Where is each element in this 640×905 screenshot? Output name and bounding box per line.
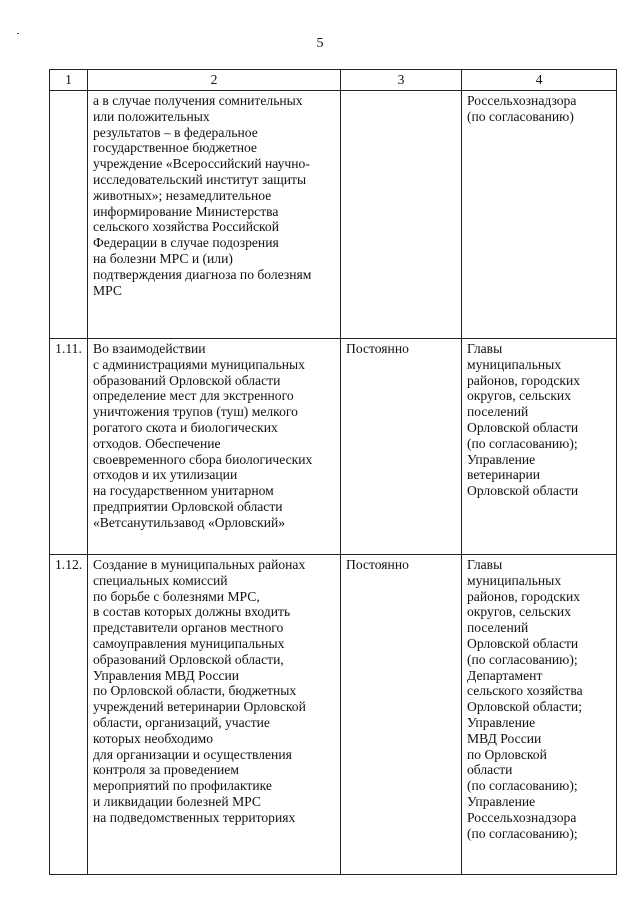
text-line: государственное бюджетное (93, 140, 257, 156)
text-line: Россельхознадзора (467, 93, 577, 108)
text-line: Главы (467, 557, 503, 572)
table-row (50, 339, 617, 555)
text-line: а в случае получения сомнительных (93, 93, 303, 108)
text-line: на подведомственных территориях (93, 809, 296, 825)
text-line: на государственном унитарном (93, 483, 274, 499)
text-line: самоуправления муниципальных (93, 635, 285, 651)
text-line: районов, городских (467, 588, 581, 604)
text-line: специальных комиссий (93, 572, 228, 588)
text-line: представители органов местного (93, 620, 284, 636)
text-line: области, организаций, участие (93, 714, 270, 730)
text-line: ветеринарии (467, 467, 541, 483)
text-line: Управления МВД России (93, 667, 240, 683)
text-line: мероприятий по профилактике (93, 778, 272, 794)
text-line: (по согласованию); (467, 651, 578, 667)
text-line: на болезни МРС и (или) (93, 250, 233, 266)
text-line: уничтожения трупов (туш) мелкого (93, 404, 298, 420)
text-line: в состав которых должны входить (93, 604, 291, 620)
text-line: Управление (467, 793, 536, 809)
text-line: подтверждения диагноза по болезням (93, 266, 312, 282)
text-line: учреждений ветеринарии Орловской (93, 699, 306, 715)
executors-cell (462, 91, 617, 339)
executors-cell (462, 339, 617, 555)
text-line: Управление (467, 714, 536, 730)
text-line: округов, сельских (467, 388, 571, 404)
text-line: Орловской области; (467, 699, 582, 715)
header-cell-2: 2 (88, 70, 341, 91)
text-line: образований Орловской области (93, 372, 281, 388)
text-line: Департамент (467, 667, 543, 683)
text-line: (по согласованию); (467, 778, 578, 794)
text-line: Орловской области (467, 483, 579, 499)
measure-cell (88, 339, 341, 555)
measures-table (49, 69, 617, 875)
text-line: (по согласованию) (467, 108, 574, 124)
text-line: Управление (467, 451, 536, 467)
text-line: информирование Министерства (93, 203, 279, 219)
text-line: Орловской области (467, 419, 579, 435)
text-line: Во взаимодействии (93, 341, 206, 356)
text-line: по Орловской (467, 746, 547, 762)
text-line: предприятии Орловской области (93, 498, 283, 514)
text-line: или положительных (93, 108, 210, 124)
table-row (50, 91, 617, 339)
text-line: животных»; незамедлительное (93, 187, 272, 203)
text-line: своевременного сбора биологических (93, 451, 313, 467)
scan-speck (17, 33, 19, 34)
text-line: отходов и их утилизации (93, 467, 238, 483)
text-line: области (467, 762, 513, 778)
text-line: округов, сельских (467, 604, 571, 620)
term-cell: Постоянно (341, 339, 462, 555)
measure-cell (88, 555, 341, 875)
text-line: исследовательский институт защиты (93, 171, 307, 187)
page-number: 5 (316, 36, 324, 51)
row-number: 1.12. (50, 555, 88, 875)
header-cell-1: 1 (50, 70, 88, 91)
term-cell (341, 91, 462, 339)
text-line: Главы (467, 341, 503, 356)
text-line: муниципальных (467, 572, 562, 588)
row-number: 1.11. (50, 339, 88, 555)
text-line: определение мест для экстренного (93, 388, 294, 404)
header-cell-3: 3 (341, 70, 462, 91)
table-header-row (50, 70, 617, 91)
text-line: отходов. Обеспечение (93, 435, 221, 451)
text-line: рогатого скота и биологических (93, 419, 278, 435)
text-line: МРС (93, 282, 122, 298)
executors-cell (462, 555, 617, 875)
text-line: которых необходимо (93, 730, 213, 746)
text-line: Орловской области (467, 635, 579, 651)
measure-cell (88, 91, 341, 339)
text-line: контроля за проведением (93, 762, 239, 778)
text-line: районов, городских (467, 372, 581, 388)
text-line: муниципальных (467, 356, 562, 372)
text-line: сельского хозяйства Российской (93, 219, 280, 235)
text-line: поселений (467, 404, 529, 420)
table-row (50, 555, 617, 875)
text-line: сельского хозяйства (467, 683, 583, 699)
text-line: Федерации в случае подозрения (93, 235, 279, 251)
text-line: для организации и осуществления (93, 746, 292, 762)
text-line: Россельхознадзора (467, 809, 577, 825)
text-line: МВД России (467, 730, 542, 746)
text-line: поселений (467, 620, 529, 636)
text-line: по борьбе с болезнями МРС, (93, 588, 260, 604)
text-line: (по согласованию); (467, 825, 578, 841)
header-cell-4: 4 (462, 70, 617, 91)
text-line: образований Орловской области, (93, 651, 284, 667)
text-line: результатов – в федеральное (93, 124, 258, 140)
text-line: с администрациями муниципальных (93, 356, 305, 372)
row-number (50, 91, 88, 339)
text-line: и ликвидации болезней МРС (93, 793, 261, 809)
term-cell: Постоянно (341, 555, 462, 875)
text-line: Создание в муниципальных районах (93, 557, 306, 572)
text-line: (по согласованию); (467, 435, 578, 451)
text-line: «Ветсанутильзавод «Орловский» (93, 514, 286, 530)
text-line: по Орловской области, бюджетных (93, 683, 297, 699)
text-line: учреждение «Всероссийский научно- (93, 156, 310, 172)
